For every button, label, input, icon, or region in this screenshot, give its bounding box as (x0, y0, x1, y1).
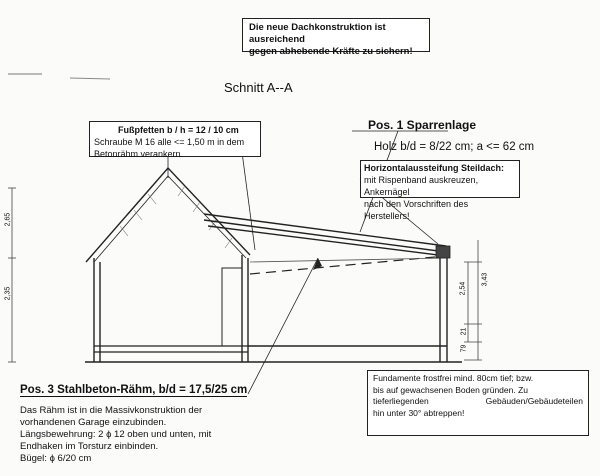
fusspfetten-title: Fußpfetten b / h = 12 / 10 cm (118, 125, 239, 135)
bracing-line2: nach den Vorschriften des Herstellers! (364, 199, 469, 221)
top-note-line2: gegen abhebende Kräfte zu sichern! (249, 46, 413, 57)
fusspfetten-line2: Betonrähm verankern. (94, 149, 184, 159)
pos1-title: Pos. 1 Sparrenlage (368, 118, 477, 132)
scan-mark (70, 78, 110, 79)
dimension-right-c: 21 (460, 327, 468, 336)
fundament-line3-a: tieferliegenden (373, 396, 429, 406)
pos3-line3: Längsbewehrung: 2 ϕ 12 oben und unten, mit (20, 429, 212, 440)
ring-beam (436, 246, 450, 258)
ceiling-line (250, 258, 446, 262)
floor-slab (94, 346, 248, 352)
pos3-line1: Das Rähm ist in die Massivkonstruktion der (20, 405, 203, 416)
top-note-box (242, 18, 430, 57)
pos1-spec: Holz b/d = 8/22 cm; a <= 62 cm (374, 141, 535, 153)
bracing-box (360, 160, 520, 221)
right-dimension-lines (464, 240, 482, 360)
fundament-line4: hin unter 30° abtreppen! (373, 407, 465, 418)
section-title: Schnitt A--A (224, 80, 293, 95)
fusspfetten-line1: Schraube M 16 alle <= 1,50 m in dem (94, 137, 245, 147)
fundament-note-box (367, 370, 589, 436)
bracing-title: Horizontalaussteifung Steildach: (364, 163, 505, 173)
bracing-line1: mit Rispenband auskreuzen, Ankernägel (364, 175, 479, 197)
garage-walls (248, 256, 447, 362)
fundament-line3-b: Gebäuden/Gebäudeteilen (485, 396, 583, 406)
pos3-line4: Endhaken im Torsturz einbinden. (20, 441, 159, 452)
fusspfetten-box (89, 121, 261, 157)
door (222, 268, 242, 346)
fundament-line3 (373, 396, 583, 408)
dimension-right-a: 2,54 (459, 281, 467, 296)
fundament-line2: bis auf gewachsenen Boden gründen. Zu (373, 384, 529, 395)
dimension-left-lower: 2,35 (4, 286, 12, 301)
top-note-line1: Die neue Dachkonstruktion ist ausreichend (249, 22, 386, 45)
dimension-right-b: 3,43 (481, 272, 489, 287)
dimension-right-d: 79 (460, 344, 468, 353)
dimension-left-upper: 2,65 (4, 212, 12, 227)
pos3-body (20, 405, 211, 465)
pos3-line5: Bügel: ϕ 6/20 cm (20, 453, 92, 464)
fundament-line1: Fundamente frostfrei mind. 80cm tief; bzw. (373, 373, 534, 383)
pos3-line2: vorhandenen Garage einzubinden. (20, 417, 167, 428)
pos3-title: Pos. 3 Stahlbeton-Rähm, b/d = 17,5/25 cm (20, 384, 248, 396)
roof-hatching (120, 186, 232, 248)
